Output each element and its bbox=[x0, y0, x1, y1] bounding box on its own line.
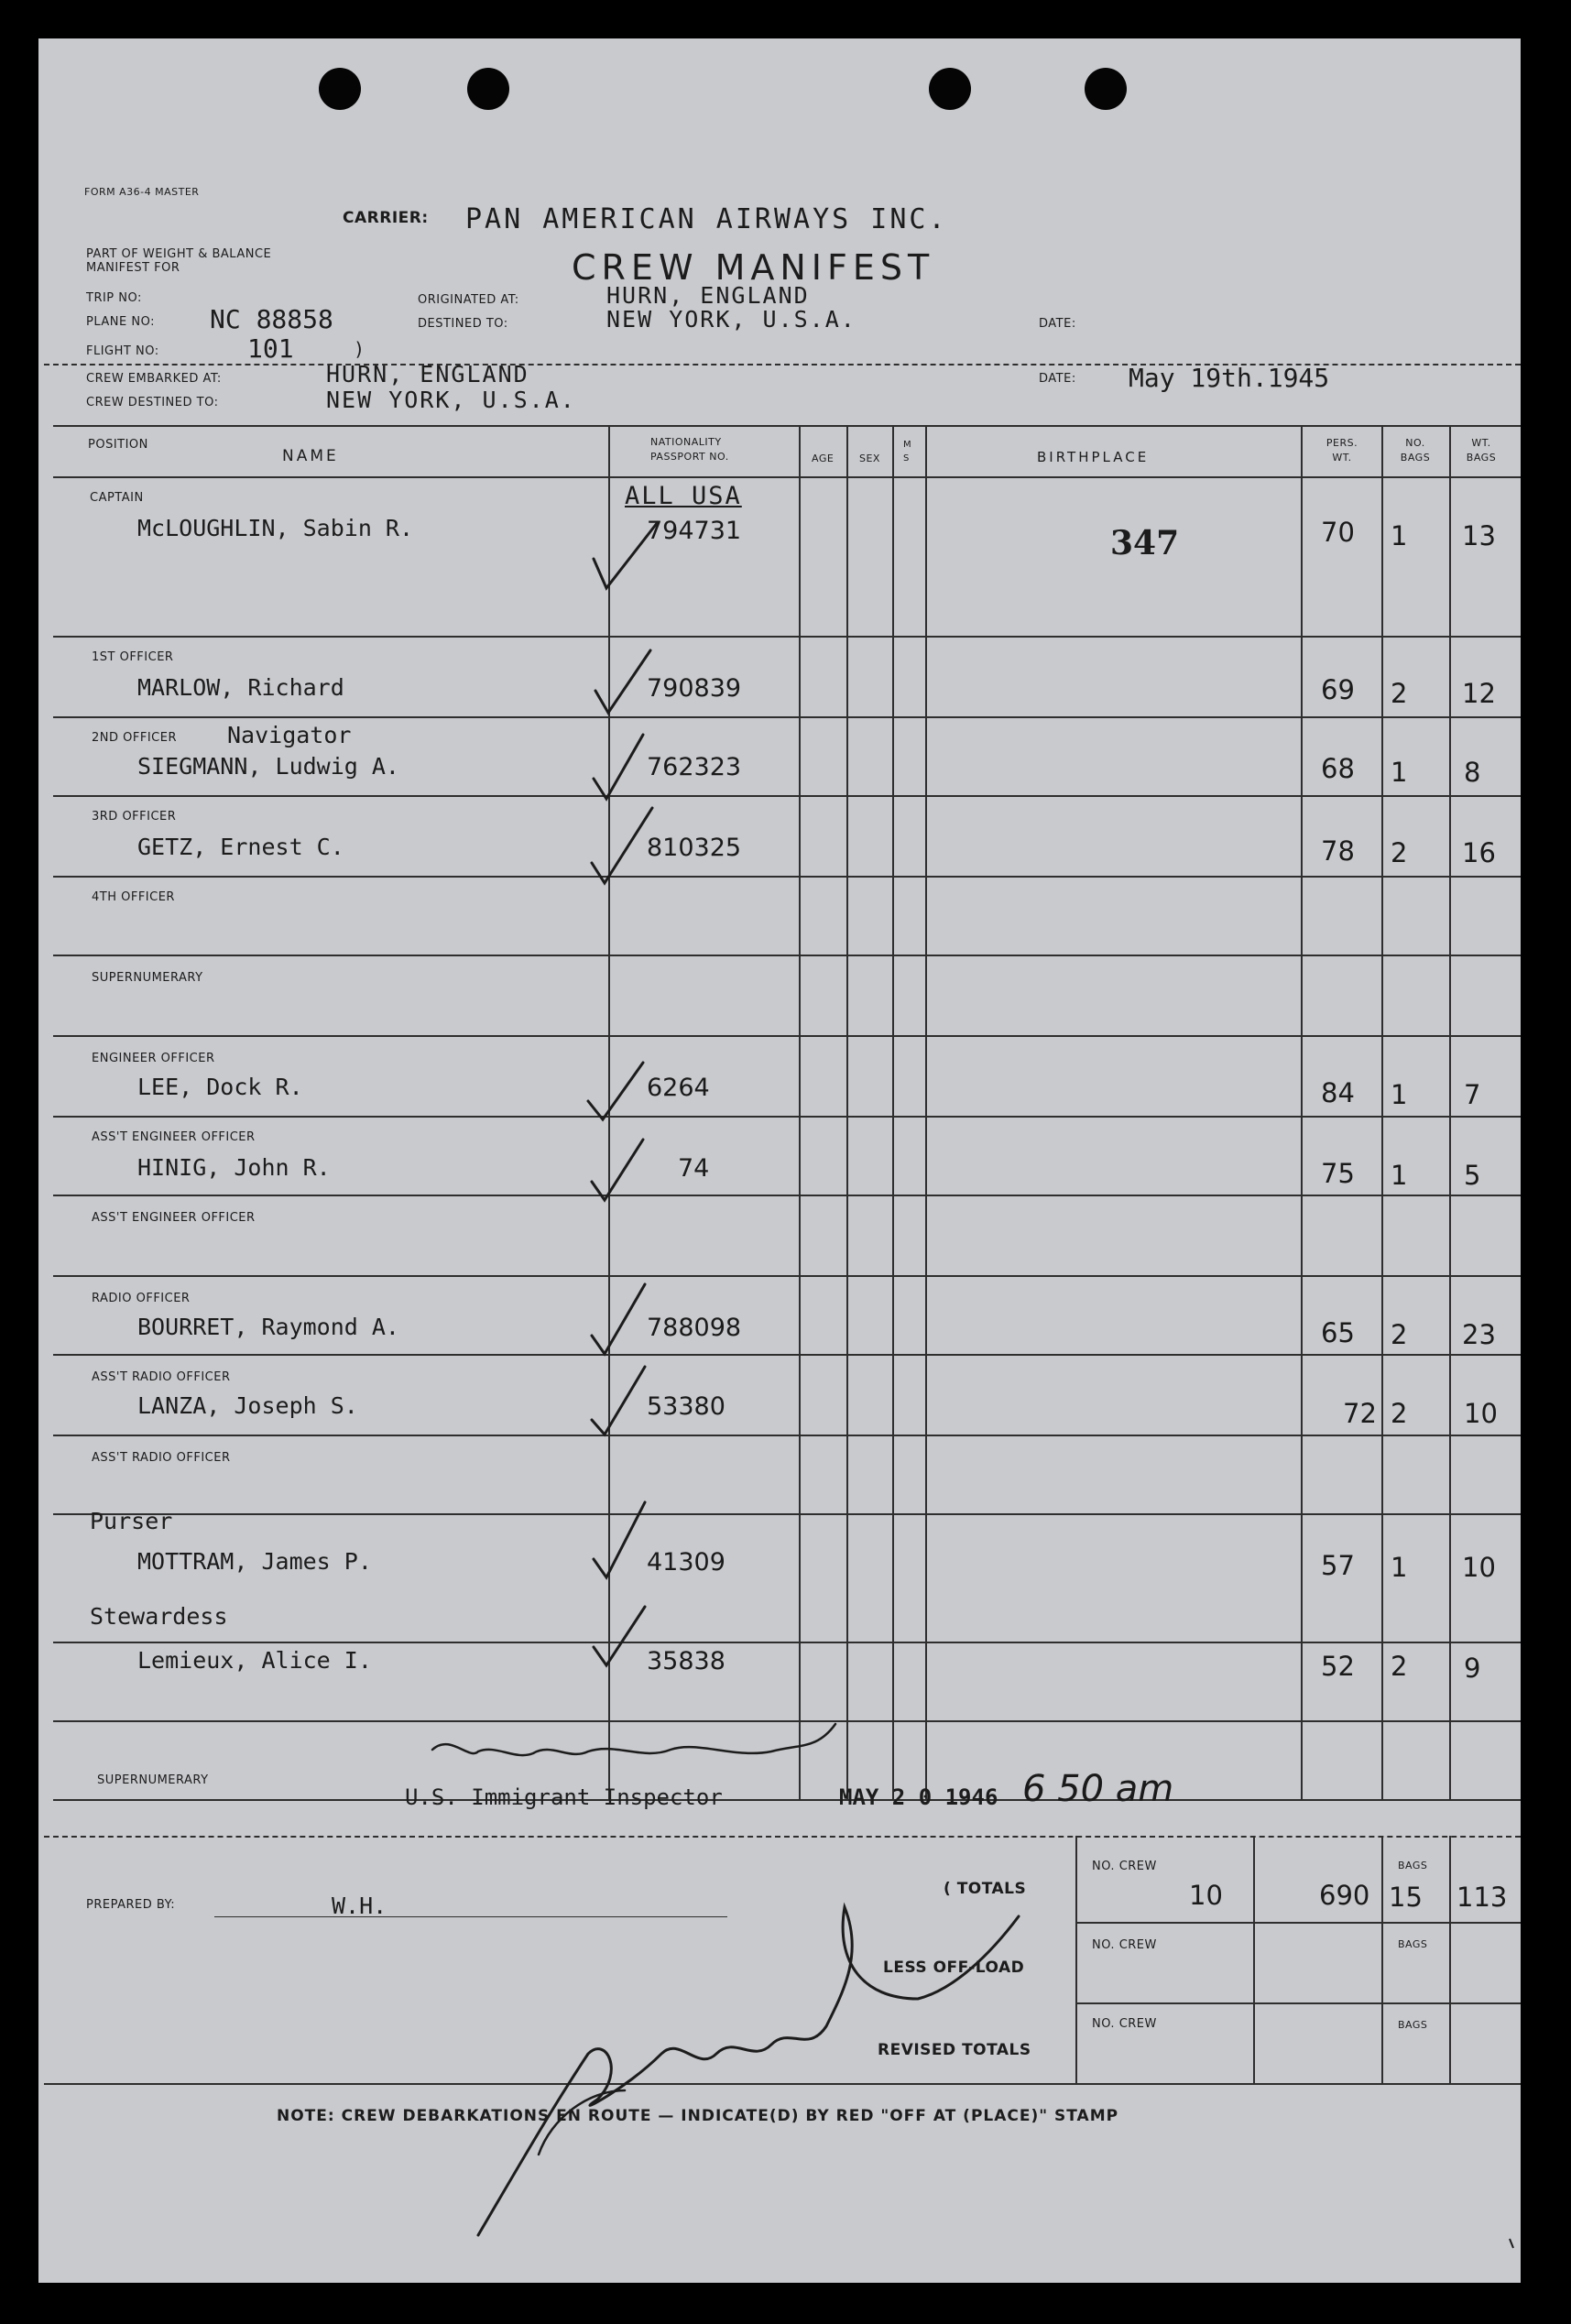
col-sex: SEX bbox=[859, 453, 880, 464]
revised-totals-label: REVISED TOTALS bbox=[878, 2041, 1031, 2059]
date-value: May 19th.1945 bbox=[1129, 363, 1330, 393]
position-label: 4TH OFFICER bbox=[92, 890, 175, 904]
totals-label: ( TOTALS bbox=[944, 1880, 1027, 1898]
nationality-all-usa: ALL USA bbox=[625, 482, 742, 510]
pers-wt: 72 bbox=[1343, 1398, 1377, 1429]
position-label: ASS'T RADIO OFFICER bbox=[92, 1451, 231, 1465]
position-label: 2ND OFFICER bbox=[92, 731, 177, 745]
total-bag-weight: 113 bbox=[1456, 1882, 1508, 1913]
carrier-value: PAN AMERICAN AIRWAYS INC. bbox=[465, 203, 948, 235]
crew-name: SIEGMANN, Ludwig A. bbox=[137, 753, 399, 780]
col-pers-wt: PERS. WT. bbox=[1326, 437, 1358, 464]
no-bags: 2 bbox=[1391, 1319, 1408, 1350]
crew-name: Lemieux, Alice I. bbox=[137, 1647, 372, 1674]
plane-no-label: PLANE NO: bbox=[86, 315, 155, 329]
position-label: SUPERNUMERARY bbox=[92, 971, 203, 985]
crew-name: MOTTRAM, James P. bbox=[137, 1548, 372, 1575]
no-bags: 1 bbox=[1391, 1079, 1408, 1110]
check-icon bbox=[594, 735, 643, 799]
pers-wt: 65 bbox=[1321, 1317, 1355, 1348]
crew-embarked-value: HURN, ENGLAND bbox=[326, 361, 529, 387]
originated-at-label: ORIGINATED AT: bbox=[418, 293, 519, 307]
wt-bags: 9 bbox=[1464, 1653, 1481, 1684]
no-bags: 1 bbox=[1391, 1552, 1408, 1583]
inspection-time: 6 50 am bbox=[1022, 1768, 1174, 1810]
bags-label: BAGS bbox=[1398, 1860, 1428, 1871]
no-bags: 1 bbox=[1391, 1160, 1408, 1191]
pers-wt: 69 bbox=[1321, 674, 1355, 705]
passport-no: 794731 bbox=[647, 517, 742, 545]
position-label: ENGINEER OFFICER bbox=[92, 1052, 215, 1065]
captain-signature-stroke bbox=[539, 2090, 625, 2155]
col-no-bags: NO. BAGS bbox=[1400, 437, 1431, 464]
check-icon bbox=[592, 1367, 645, 1435]
no-bags: 2 bbox=[1391, 837, 1408, 868]
form-number: FORM A36-4 MASTER bbox=[84, 186, 200, 198]
position-note: Navigator bbox=[227, 722, 352, 748]
wt-bags: 12 bbox=[1462, 678, 1496, 709]
prepared-by-value: W.H. bbox=[332, 1893, 387, 1919]
no-bags: 1 bbox=[1391, 520, 1408, 551]
no-bags: 2 bbox=[1391, 1651, 1408, 1682]
bags-label: BAGS bbox=[1398, 2019, 1428, 2031]
col-position: POSITION bbox=[88, 438, 148, 452]
no-bags: 1 bbox=[1391, 757, 1408, 788]
passport-no: 41309 bbox=[647, 1548, 725, 1577]
col-wt-bags: WT. BAGS bbox=[1466, 437, 1497, 464]
wt-bags: 5 bbox=[1464, 1160, 1481, 1191]
wt-bags: 10 bbox=[1462, 1552, 1496, 1583]
passport-no: 762323 bbox=[647, 753, 742, 781]
position-label: 3RD OFFICER bbox=[92, 810, 177, 824]
pers-wt: 75 bbox=[1321, 1158, 1355, 1189]
position-label: SUPERNUMERARY bbox=[97, 1773, 209, 1787]
wt-bags: 13 bbox=[1462, 520, 1496, 551]
destined-to-value: NEW YORK, U.S.A. bbox=[606, 306, 856, 333]
crew-destined-label: CREW DESTINED TO: bbox=[86, 396, 219, 409]
birthplace-stamp: 347 bbox=[1110, 524, 1180, 562]
trip-no-label: TRIP NO: bbox=[86, 291, 142, 305]
crew-name: BOURRET, Raymond A. bbox=[137, 1314, 399, 1340]
total-weight: 690 bbox=[1319, 1880, 1370, 1911]
inspection-stamp-date: MAY 2 0 1946 bbox=[839, 1784, 998, 1810]
crew-name: MARLOW, Richard bbox=[137, 674, 344, 701]
position-note: Stewardess bbox=[90, 1603, 228, 1630]
flight-no-paren: ) bbox=[354, 338, 365, 360]
crew-destined-value: NEW YORK, U.S.A. bbox=[326, 387, 576, 413]
total-bags: 15 bbox=[1389, 1882, 1423, 1913]
check-icon bbox=[594, 1502, 645, 1577]
pers-wt: 68 bbox=[1321, 753, 1355, 784]
position-label: RADIO OFFICER bbox=[92, 1292, 191, 1305]
check-icon bbox=[594, 1607, 645, 1665]
passport-no: 788098 bbox=[647, 1314, 742, 1342]
no-crew-label: NO. CREW bbox=[1092, 1938, 1157, 1952]
bags-label: BAGS bbox=[1398, 1938, 1428, 1950]
crew-name: McLOUGHLIN, Sabin R. bbox=[137, 515, 414, 541]
crew-name: LANZA, Joseph S. bbox=[137, 1392, 358, 1419]
position-label: ASS'T RADIO OFFICER bbox=[92, 1370, 231, 1384]
pers-wt: 78 bbox=[1321, 835, 1355, 867]
wt-bags: 23 bbox=[1462, 1319, 1496, 1350]
manifest-sheet bbox=[38, 38, 1521, 2283]
check-icon bbox=[592, 808, 652, 883]
date-label-top: DATE: bbox=[1039, 317, 1076, 331]
no-bags: 2 bbox=[1391, 1398, 1408, 1429]
col-nationality: NATIONALITY bbox=[650, 436, 722, 448]
carrier-label: CARRIER: bbox=[343, 209, 429, 227]
check-icon bbox=[592, 1284, 645, 1354]
col-ms: M S bbox=[903, 440, 912, 464]
no-crew-label: NO. CREW bbox=[1092, 1860, 1157, 1873]
originated-at-value: HURN, ENGLAND bbox=[606, 282, 810, 309]
passport-no: 74 bbox=[678, 1154, 710, 1183]
crew-name: LEE, Dock R. bbox=[137, 1074, 303, 1100]
perforation-mark bbox=[1510, 2239, 1513, 2248]
date-label: DATE: bbox=[1039, 372, 1076, 386]
passport-no: 810325 bbox=[647, 834, 742, 862]
position-label: ASS'T ENGINEER OFFICER bbox=[92, 1130, 256, 1144]
pers-wt: 84 bbox=[1321, 1077, 1355, 1108]
pers-wt: 57 bbox=[1321, 1550, 1355, 1581]
less-offload-label: LESS OFF-LOAD bbox=[883, 1958, 1025, 1977]
handwritten-marks bbox=[38, 38, 1521, 2283]
no-crew-label: NO. CREW bbox=[1092, 2017, 1157, 2031]
crew-name: HINIG, John R. bbox=[137, 1154, 331, 1181]
total-crew: 10 bbox=[1189, 1880, 1223, 1911]
passport-no: 6264 bbox=[647, 1074, 710, 1102]
pers-wt: 52 bbox=[1321, 1651, 1355, 1682]
part-of-weight-balance: PART OF WEIGHT & BALANCE bbox=[86, 247, 272, 261]
position-label: ASS'T ENGINEER OFFICER bbox=[92, 1211, 256, 1225]
inspector-title: U.S. Immigrant Inspector bbox=[405, 1784, 723, 1810]
inspector-signature bbox=[432, 1724, 835, 1755]
flight-no-value: 101 bbox=[247, 333, 294, 364]
wt-bags: 7 bbox=[1464, 1079, 1481, 1110]
passport-no: 53380 bbox=[647, 1392, 725, 1421]
check-icon bbox=[595, 650, 650, 713]
col-name: NAME bbox=[282, 447, 339, 465]
flight-no-label: FLIGHT NO: bbox=[86, 344, 159, 358]
manifest-for: MANIFEST FOR bbox=[86, 261, 180, 275]
crew-embarked-label: CREW EMBARKED AT: bbox=[86, 372, 222, 386]
destined-to-label: DESTINED TO: bbox=[418, 317, 508, 331]
passport-no: 35838 bbox=[647, 1647, 725, 1675]
check-icon bbox=[592, 1140, 643, 1200]
wt-bags: 16 bbox=[1462, 837, 1496, 868]
check-icon bbox=[588, 1063, 643, 1119]
captain-signature bbox=[478, 1907, 1019, 2235]
col-age: AGE bbox=[812, 453, 835, 464]
pers-wt: 70 bbox=[1321, 517, 1355, 548]
check-icon bbox=[594, 522, 658, 588]
prepared-by-label: PREPARED BY: bbox=[86, 1898, 176, 1912]
form-title: CREW MANIFEST bbox=[572, 247, 935, 288]
no-bags: 2 bbox=[1391, 678, 1408, 709]
col-birthplace: BIRTHPLACE bbox=[1037, 449, 1150, 465]
col-passport: PASSPORT NO. bbox=[650, 451, 729, 463]
position-note: Purser bbox=[90, 1508, 173, 1534]
wt-bags: 8 bbox=[1464, 757, 1481, 788]
plane-no-value: NC 88858 bbox=[210, 304, 333, 334]
footer-note: NOTE: CREW DEBARKATIONS EN ROUTE — INDICATE(D) BY RED "OFF AT (PLACE)" STAMP bbox=[277, 2107, 1119, 2125]
passport-no: 790839 bbox=[647, 674, 742, 703]
position-label: 1ST OFFICER bbox=[92, 650, 174, 664]
crew-name: GETZ, Ernest C. bbox=[137, 834, 344, 860]
position-label: CAPTAIN bbox=[90, 491, 144, 505]
wt-bags: 10 bbox=[1464, 1398, 1498, 1429]
